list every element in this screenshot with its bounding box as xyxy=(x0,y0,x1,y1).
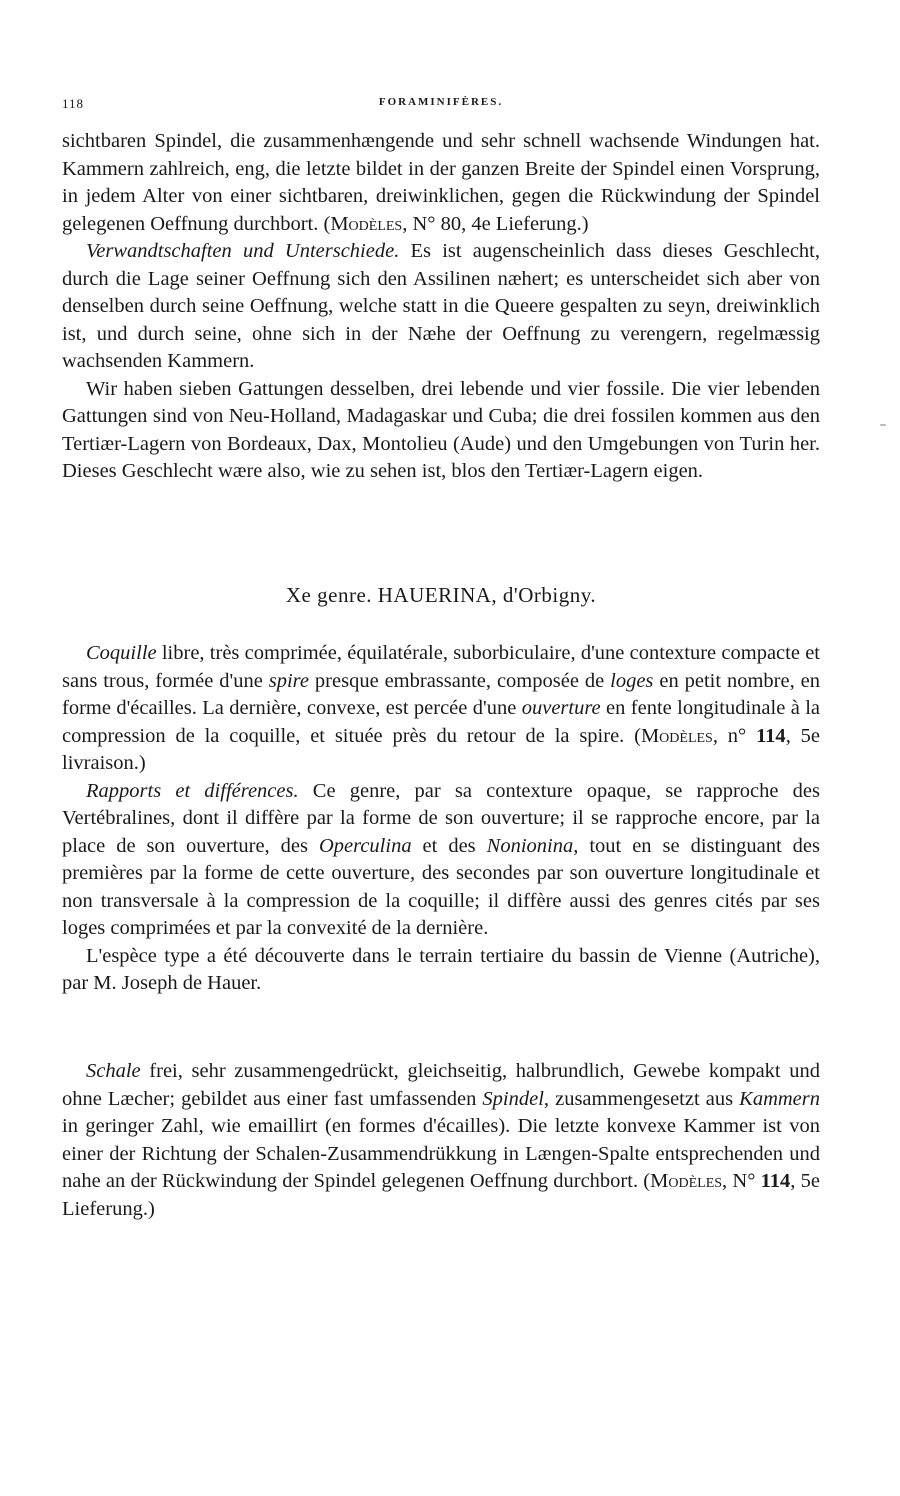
modeles-label: Modèles xyxy=(330,212,403,235)
reference-text: , 5e Lieferung.) xyxy=(62,1170,820,1220)
paragraph-continuation xyxy=(62,128,820,238)
paragraph-text: et des xyxy=(411,834,487,857)
paragraph-text: frei, sehr zusammengedrückt, gleichseitig, halbrundlich, Gewebe kompakt und ohne Læcher; gebildet aus einer fast umfassenden xyxy=(62,1060,820,1110)
italic-term: Nonionina xyxy=(486,834,574,857)
german-description xyxy=(62,1058,820,1223)
paragraph-text: , zusammengesetzt aus xyxy=(543,1087,740,1110)
italic-term: Coquille xyxy=(86,642,157,664)
running-head: FORAMINIFÈRES. xyxy=(378,96,504,108)
italic-term: spire xyxy=(268,669,309,692)
paragraph-rapports xyxy=(62,778,820,943)
paragraph-coquille xyxy=(62,640,820,778)
reference-text: , n° xyxy=(712,724,757,747)
italic-term: Kammern xyxy=(739,1087,820,1110)
genre-heading: Xe genre. HAUERINA, d'Orbigny. xyxy=(285,583,597,607)
italic-term: Schale xyxy=(86,1060,141,1082)
page-number: 118 xyxy=(62,96,85,111)
page-header xyxy=(62,96,820,120)
paragraph-schale xyxy=(62,1058,820,1223)
french-description xyxy=(62,640,820,998)
paragraph-text: libre, très comprimée, équilatérale, suborbiculaire, d'une contexture compacte et sans trous, formée d'une xyxy=(62,642,820,692)
paragraph-relationships xyxy=(62,238,820,376)
paragraph-text: sichtbaren Spindel, die zusammenhængende und sehr schnell wachsende Windungen hat. Kammern zahlreich, eng, die letzte bildet in der ganzen Breite der Spindel einen Vorsprung, in jedem Alter von einer sichtbaren, dreiwinklichen, gegen die Rückwindung der Spindel gelegenen Oeffnung durchbort. ( xyxy=(62,130,820,235)
italic-term: Spindel xyxy=(482,1087,544,1110)
italic-term: loges xyxy=(610,669,654,692)
paragraph-text: in geringer Zahl, wie emaillirt (en formes d'écailles). Die letzte konvexe Kammer ist von einer der Richtung der Schalen-Zusammendrükkung in Længen-Spalte entsprechenden und nahe an der Rückwindung der Spindel gelegenen Oeffnung durchbort. ( xyxy=(62,1115,820,1192)
paragraph-text: en petit nombre, en forme d'écailles. La dernière, convexe, est percée d'une xyxy=(62,669,821,719)
italic-term: Operculina xyxy=(318,834,412,857)
paragraph-type-species: L'espèce type a été découverte dans le terrain tertiaire du bassin de Vienne (Autriche), par M. Joseph de Hauer. xyxy=(62,944,820,994)
paragraph-text: en fente longitudinale à la compression de la coquille, et située près du retour de la spire. ( xyxy=(62,697,821,747)
reference-text: , 5e livraison.) xyxy=(62,724,820,774)
section-label: Rapports et différences. xyxy=(86,779,299,802)
paragraph-species: Wir haben sieben Gattungen desselben, drei lebende und vier fossile. Die vier lebenden Gattungen sind von Neu-Holland, Madagaskar und Cuba; die drei fossilen kommen aus den Tertiær-Lagern von Bordeaux, Dax, Montolieu (Aude) und den Umgebungen von Turin her. Dieses Geschlecht wære also, wie zu sehen ist, blos den Tertiær-Lagern eigen. xyxy=(62,377,820,482)
reference-text: , N° xyxy=(722,1170,761,1192)
paragraph-text: Ce genre, par sa contexture opaque, se rapproche des Vertébralines, dont il diffère par la forme de son ouverture; il se rapproche encore, par la place de son ouverture, des xyxy=(62,779,820,857)
paragraph-text: , tout en se distinguant des premières par la forme de cette ouverture, des secondes par son ouverture longitudinale et non transversale à la compression de la coquille; il diffère aussi des genres cités par ses loges comprimées et par la convexité de la dernière. xyxy=(62,834,820,939)
paragraph-text: presque embrassante, composée de xyxy=(308,669,611,692)
italic-term: ouverture xyxy=(521,697,601,719)
model-number: 114 xyxy=(760,1170,791,1192)
modeles-label: Modèles xyxy=(640,724,713,747)
german-text-continued xyxy=(62,128,820,486)
reference-text: , N° 80, 4e Lieferung.) xyxy=(402,212,589,235)
section-label: Verwandtschaften und Unterschiede. xyxy=(86,240,400,262)
modeles-label: Modèles xyxy=(650,1170,723,1192)
paper-mark xyxy=(880,424,886,426)
model-number: 114 xyxy=(756,724,786,747)
paragraph-text: Es ist augenscheinlich dass dieses Geschlecht, durch die Lage seiner Oeffnung sich den Assilinen næhert; es unterscheidet sich aber von denselben durch seine Oeffnung, welche statt in die Queere gespalten zu seyn, dreiwinklich ist, und durch seine, ohne sich in der Næhe der Oeffnung zu verengern, regelmæssig wachsenden Kammern. xyxy=(62,240,821,372)
